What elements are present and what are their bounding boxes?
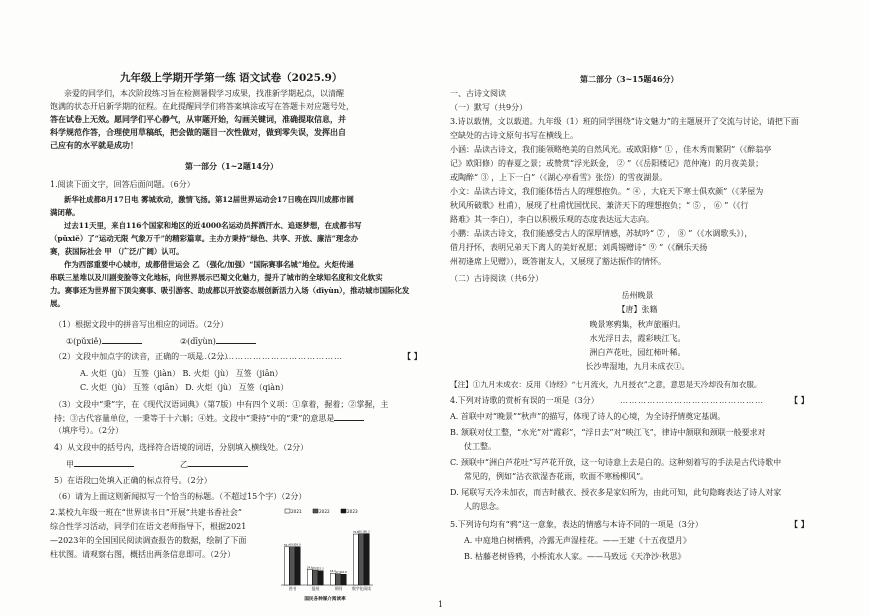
legend-swatch: [313, 509, 318, 513]
q1-2-stem: （2）文段中加点字的读音，正确的一项是（2分）: [54, 352, 233, 361]
bar: [341, 574, 346, 585]
q4-opt-a: A. 首联中对“晚景”“秋声”的描写，体现了诗人的心境，为全诗抒情奠定基调。: [450, 412, 726, 421]
category-label: 报纸: [311, 586, 320, 591]
q3-line-8: 路难》其一李白），李白以积极乐观的态度表达远大志向。: [450, 215, 654, 224]
q3-line-7: 秋风所破歌》杜甫），展现了杜甫忧国忧民、兼济天下的理想抱负；“ ⑤ ， ⑥ ”（《行: [450, 201, 749, 210]
q4-opt-d-1: D. 尾联写天冷未加衣，而吉时截衣、授衣多是家妇所为，由此可知，此句隐晦表达了诗人对家: [450, 488, 782, 497]
news-line-1: 新华社成都8月17日电 雾城欢动，激情飞扬。第12届世界运动会17日晚在四川成都市圆: [64, 195, 354, 204]
bar: [330, 573, 335, 585]
bar-value-label: 16.8: [340, 571, 347, 575]
q1-stem: 1.阅读下面文字，回答后面问题。（6分）: [50, 180, 195, 189]
q3-line-3: 小涵：品读古诗文，我们能领略绝美的自然风光。或欧阳修“ ① ，佳木秀而繁阴”（《醉翁亭: [450, 145, 772, 154]
answer-bracket-q1-2[interactable]: 【 】: [403, 351, 422, 361]
answer-blank-1[interactable]: [102, 334, 142, 344]
reading-rate-bar-chart: [275, 505, 375, 605]
part2-heading: 第二部分（3~15题46分）: [580, 74, 679, 84]
q1-4-stem: 4）从文段中的括号内，选择符合语境的词语，分别填入横线处。（2分）: [54, 443, 309, 452]
news-line-2: 满闭幕。: [50, 208, 80, 217]
bar-value-label: 59.8: [289, 543, 296, 547]
q1-3-line-3: （填序号）。（2分）: [54, 426, 124, 435]
leader-dots: ……………………………………………: [190, 352, 343, 361]
q2-line-1: 2.某校九年级一班在“世界读书日”开展“共建书香社会”: [50, 508, 242, 517]
news-line-9: 展。: [50, 299, 65, 308]
q3-line-5: 或陶醉“ ③ ，上下一白”（《湖心亭看雪》张岱）的雪夜湖景。: [450, 173, 668, 182]
section1-heading: 一、古诗文阅读: [450, 89, 506, 98]
part1-heading: 第一部分（1~2题14分）: [185, 161, 278, 171]
legend-swatch: [285, 509, 290, 513]
q1-5-stem: 5）在语段□处填入正确的标点符号。（2分）: [54, 476, 212, 485]
intro-line-1: 亲爱的同学们，本次阶段练习旨在检测暑假学习成果，找准新学期起点，以清醒: [64, 89, 344, 98]
bar: [313, 570, 318, 585]
poem-title: 岳州晚景: [621, 291, 654, 300]
bar-value-label: 80.3: [363, 530, 370, 534]
answer-blank-2[interactable]: [216, 334, 256, 344]
q1-4-a: 甲: [66, 457, 134, 471]
q2-line-3: —2023年的全国国民阅读调查报告的数据，绘制了下面: [50, 536, 247, 545]
page-number: 1: [438, 600, 444, 609]
bar: [295, 547, 300, 585]
q5-opt-a: A. 中庭地白树栖鸦，冷露无声湿桂花。——王建《十五夜望月》: [464, 536, 691, 545]
legend-label: 2022: [319, 509, 330, 514]
q3-line-1: 3.诗以载情，文以载道。九年级（1）班的同学围绕“诗文魅力”的主题展开了交流与讨论，请把下面: [450, 117, 799, 126]
q2-line-2: 综合性学习活动，同学们在语文老师指导下，根据2021: [50, 522, 247, 531]
poem-line-1: 晚景寒鸦集，秋声旅雁归。: [589, 320, 686, 329]
bar: [284, 547, 289, 585]
answer-bracket-q5[interactable]: 【 】: [790, 519, 809, 529]
x-axis-label: 国民各种媒介阅读率: [304, 597, 346, 602]
q3-line-9: 小鹏：品读古诗文，我们能感受古人的深厚情感，苏轼吟“ ⑦ ， ⑧ ”（《水调歌头》），: [450, 229, 753, 238]
poem-author: 【唐】张籍: [617, 305, 658, 314]
q3-line-4: 记》欧阳修）的春夏之景；或赞赏“浮光跃金， ② ”（《岳阳楼记》范仲淹）的月夜美景；: [450, 159, 764, 168]
q5-opt-b: B. 枯藤老树昏鸦，小桥流水人家。——马致远《天净沙·秋思》: [464, 552, 686, 561]
q4-opt-b-2: 仗工整。: [464, 442, 496, 451]
bar-value-label: 18.4: [329, 570, 336, 574]
poem-line-2: 水光浮日去，霞彩映江飞。: [589, 334, 686, 343]
bar-value-label: 79.6: [352, 531, 359, 535]
bar-value-label: 23.5: [312, 566, 319, 570]
bar: [307, 569, 312, 585]
answer-blank-4[interactable]: [74, 457, 134, 467]
legend-swatch: [341, 509, 346, 513]
q4-opt-b-1: B. 颔联对仗工整，“水光”对“霞彩”，“浮日去”对“映江飞”，律诗中颔联和颈联一般要求对: [450, 428, 766, 437]
q2-line-4: 柱状图。请观察右图，概括出两条信息即可。（2分）: [50, 550, 236, 559]
intro-line-2: 饱满的状态开启新学期的征程。在此提醒同学们将答案填涂或写在答题卡对应题号处，: [50, 102, 354, 111]
q5-stem: 5.下列诗句均有“鸦”这一意象，表达的情感与本诗不同的一项是（3分）: [450, 520, 703, 529]
bar-value-label: 17.5: [335, 570, 342, 574]
news-line-5: 赛，获国际社会 甲 （广泛/广阔）认可。: [50, 247, 184, 256]
q1-1-a: ①(pǔxiě): [66, 334, 142, 348]
bar: [336, 574, 341, 585]
news-line-6: 作为西部重要中心城市，成都借世运会 乙 （强化/加强）“国际赛事名城”地位。火炬传递: [64, 260, 354, 269]
q3-line-2: 空缺处的古诗文原句书写在横线上。: [450, 131, 578, 140]
category-label: 期刊: [334, 586, 343, 591]
answer-blank-3[interactable]: [334, 411, 364, 421]
q1-1-b: ②(dīyùn): [180, 334, 256, 348]
intro-line-4: 科学规范作答，合理使用草稿纸，把会做的题目一次性做对，做到零失误，发挥出自: [50, 127, 346, 137]
legend-label: 2021: [291, 509, 302, 514]
bar-value-label: 59.7: [283, 543, 290, 547]
poem-note: 【注】①九月未成衣：反用《诗经》“七月流火，九月授衣”之意，意思是天冷却没有加衣服。: [450, 380, 762, 389]
q1-1-stem: （1）根据文段中的拼音写出相应的词语。（2分）: [54, 320, 229, 329]
bar: [290, 547, 295, 585]
q4-opt-d-2: 人的思念。: [464, 502, 504, 511]
news-line-3: 过去11天里，来自116个国家和地区的近4000名运动员挥洒汗水、追逐梦想，在成都书写: [64, 221, 362, 230]
poem-line-3: 洲白芦花吐，园红柿叶稀。: [589, 348, 686, 357]
bar: [353, 534, 358, 585]
bar-value-label: 80.1: [358, 530, 365, 534]
answer-blank-5[interactable]: [188, 457, 248, 467]
q4-stem: 4.下列对诗歌的赏析有误的一项是（3分）: [450, 396, 599, 405]
subsection1-heading: （一）默写（共9分）: [450, 103, 528, 112]
q3-line-10: 借月抒怀，表明兄弟天下离人的美好祝愿；刘禹锡赠诗“ ⑨ ”（《酬乐天扬: [450, 243, 708, 252]
q1-2-opts-ab: A. 火炬（jù） 互签（jiàn） B. 火炬（jù） 互签（jiān）: [80, 369, 283, 378]
answer-bracket-q4[interactable]: 【 】: [790, 395, 809, 405]
legend-label: 2023: [347, 509, 358, 514]
bar: [359, 534, 364, 585]
q3-line-6: 小文：品读古诗文，我们能体悟古人的理想抱负。“ ④ ，大庇天下寒士俱欢颜”（《茅屋为: [450, 187, 764, 196]
q1-2-opts-cd: C. 火炬（jù） 互签（qiān） D. 火炬（jù） 互签（qiàn）: [80, 383, 289, 392]
q1-4-b: 乙: [180, 457, 248, 471]
bar-value-label: 22.3: [317, 567, 324, 571]
category-label: 数字化阅读: [352, 586, 371, 591]
bar: [364, 534, 369, 585]
exam-title: 九年级上学期开学第一练 语文试卷（2025.9）: [120, 72, 343, 84]
subsection2-heading: （二）古诗阅读（共6分）: [450, 274, 544, 283]
q4-opt-c-1: C. 颈联中“洲白芦花吐”写芦花开放，这一句诗意上去是白的。这种刻着写的手法是古代诗歌中: [450, 458, 782, 467]
news-line-8: 力。赛事还为世界留下顶尖赛事、吸引游客、助成都以开放姿态展创新活力入场（dīyùn），推动城市国际化发: [50, 286, 410, 295]
q1-3-line-1: （3）文段中“秉”字，在《现代汉语词典》（第7版）中有四个义项：①拿着，握着；②掌握，主: [54, 400, 389, 409]
poem-line-4: 长沙卑湿地，九月未成衣①。: [585, 362, 690, 371]
q1-6-stem: （6）请为上面这则新闻拟写一个恰当的标题。（不超过15个字）（2分）: [54, 492, 307, 501]
intro-line-3: 答在试卷上无效。愿同学们平心静气，从审题开始，勾画关键词，准确提取信息，并: [50, 114, 346, 124]
bar: [318, 571, 323, 585]
news-line-4: （pǔxiě）了“运动无限 气象万千”的精彩篇章。主办方秉持“绿色、共享、开放、廉洁”理念办: [50, 234, 359, 243]
q3-line-11: 州初逢席上见赠》），既答谢友人，又展现了豁达振作的情怀。: [450, 257, 666, 266]
bar-value-label: 59.9: [294, 543, 301, 547]
news-line-7: 串联三星堆以及川剧变脸等文化地标，向世界展示巴蜀文化魅力，提升了城市的全球知名度和文化软实: [50, 273, 383, 282]
category-label: 图书: [288, 586, 297, 591]
bar-value-label: 24.6: [306, 566, 313, 570]
q1-3-line-2: 持；③古代容量单位，一秉等于十六斛；④姓。文段中“秉持”中的“秉”的意思是: [54, 411, 364, 425]
intro-line-5: 己应有的水平就是成功！: [50, 140, 138, 150]
q4-opt-c-2: 常见的，例如“沾衣欲湿杏花雨，吹面不寒杨柳风”。: [464, 472, 649, 481]
leader-dots: …………………………………………: [620, 396, 764, 405]
